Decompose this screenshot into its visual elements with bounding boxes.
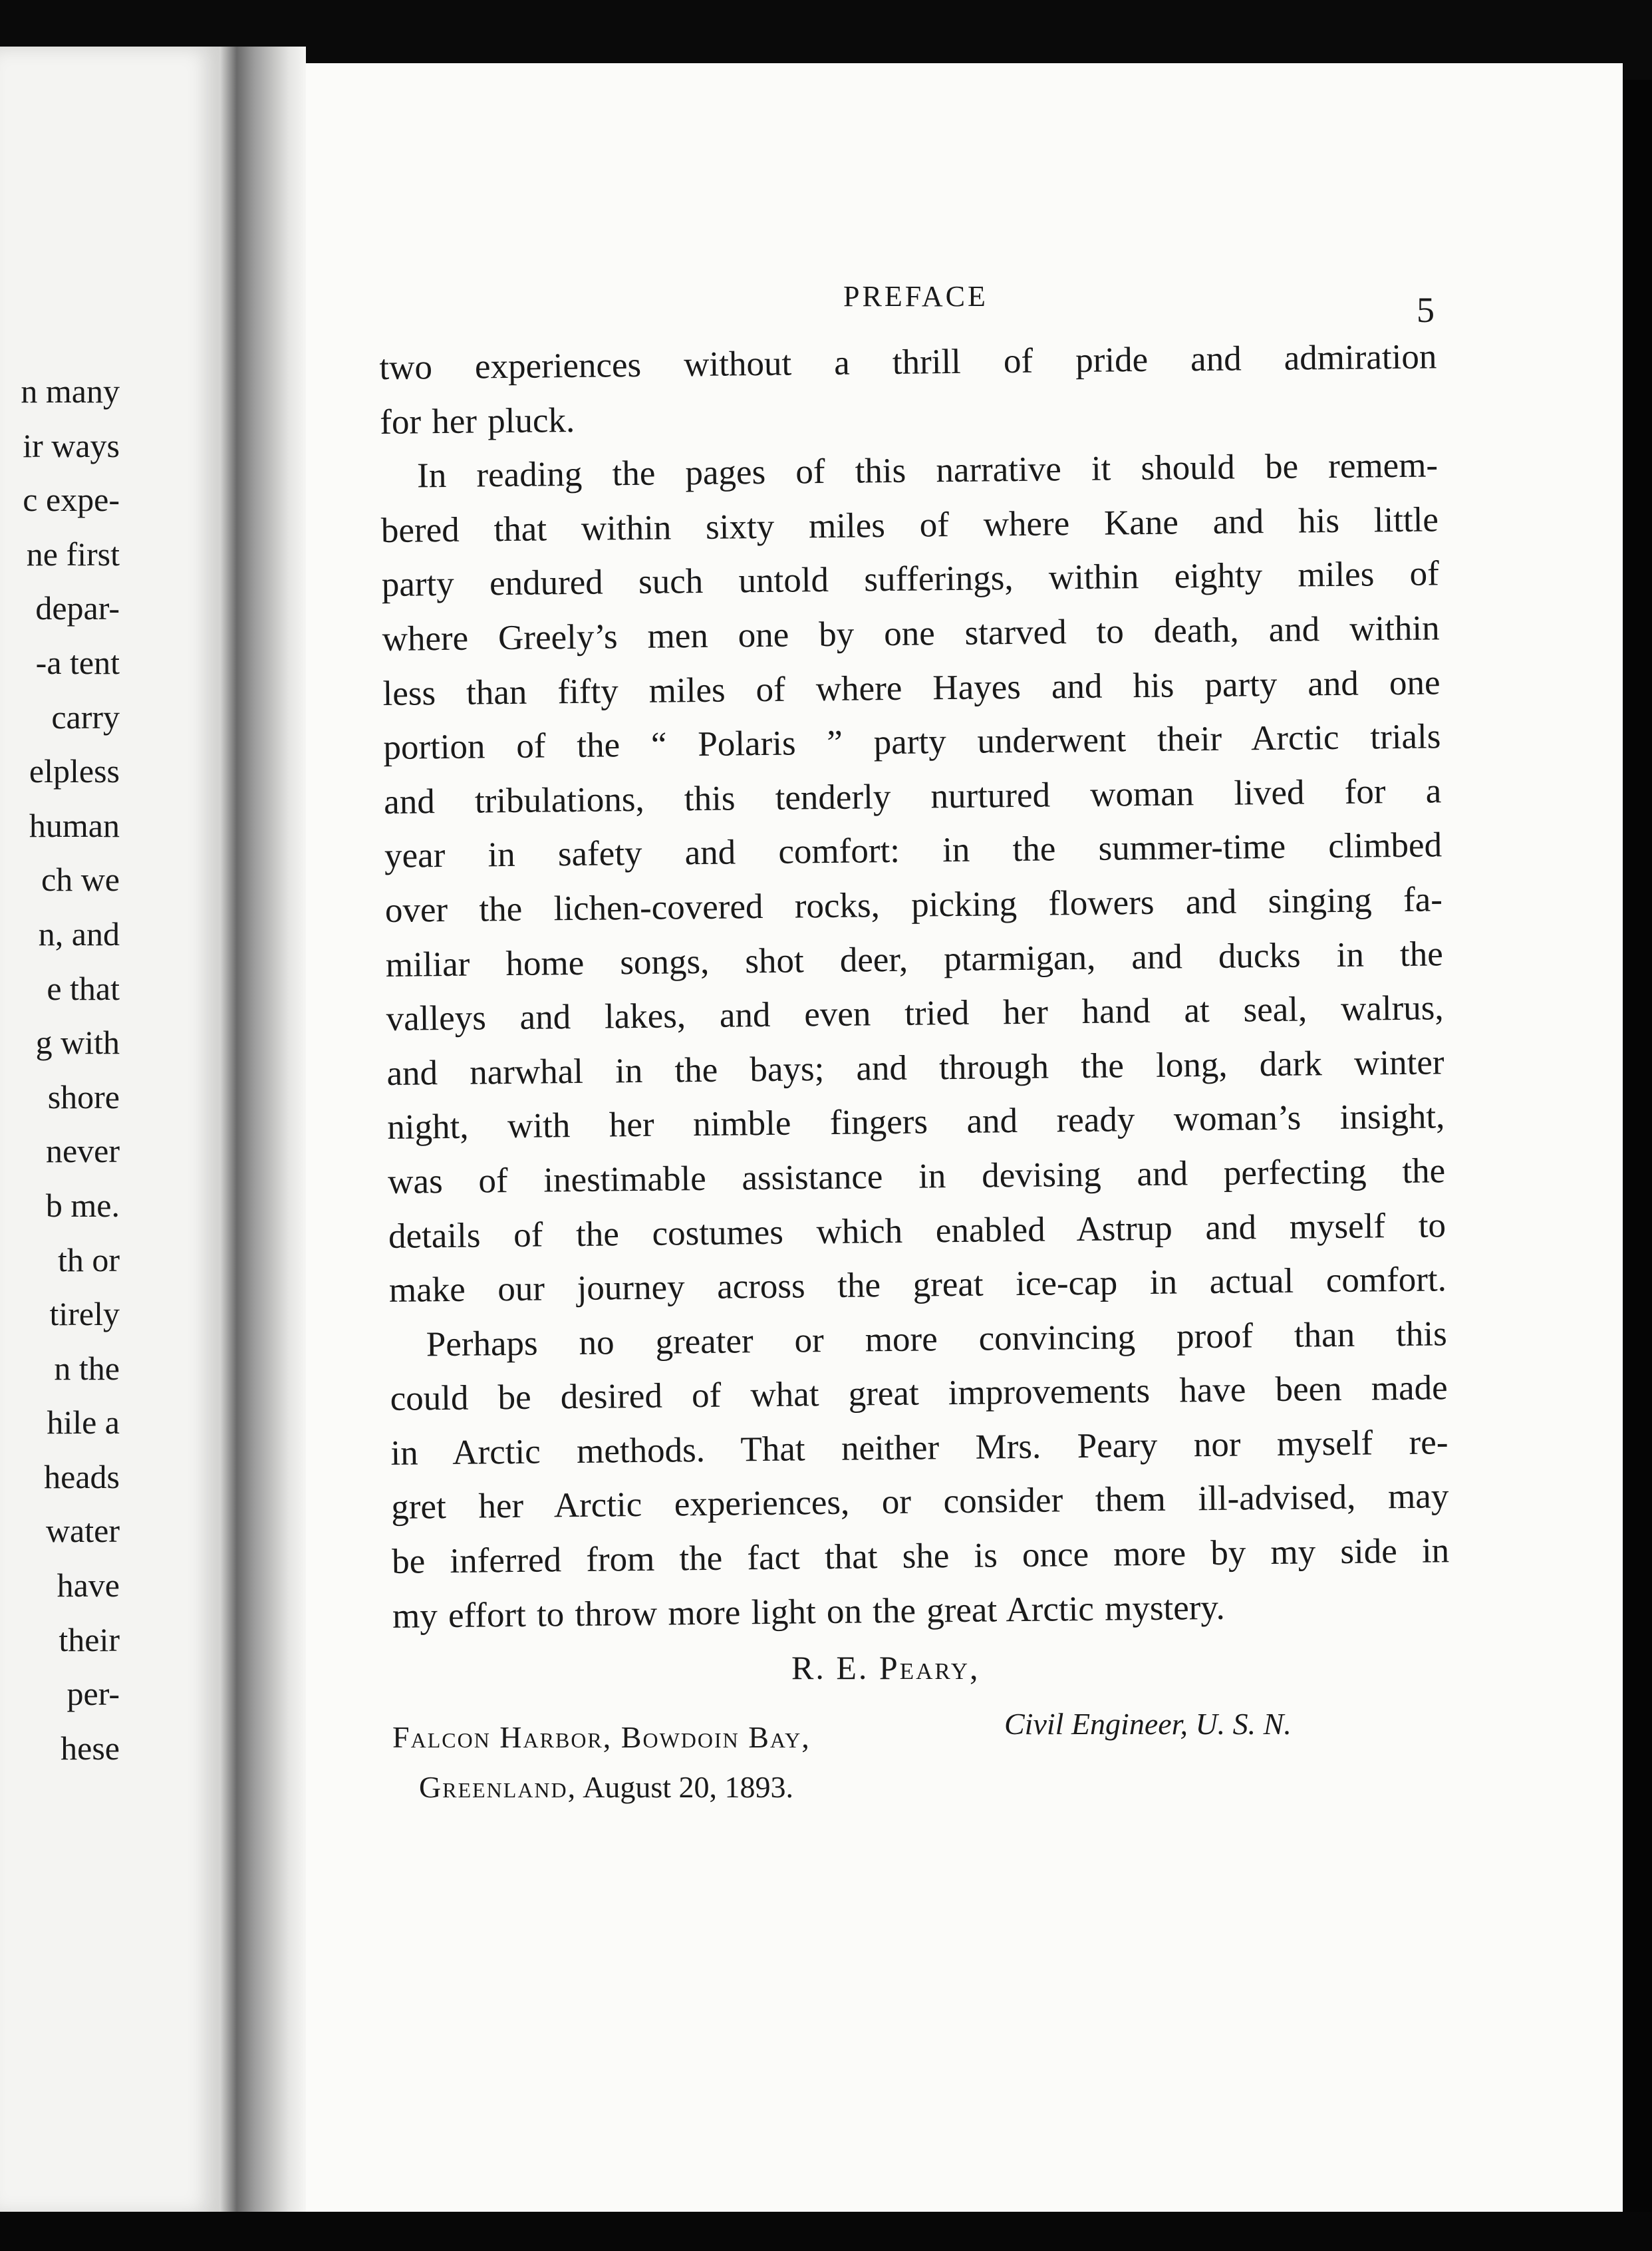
text-line: for her pluck. (379, 400, 575, 442)
text-line: portion of the “ Polaris ” party underwent their Arctic trials (383, 717, 1441, 768)
left-page-line: elpless (29, 752, 120, 790)
place-name: Greenland, (419, 1770, 577, 1804)
left-page-line: th or (57, 1241, 120, 1278)
place-line: Falcon Harbor, Bowdoin Bay, (392, 1720, 811, 1754)
left-page-line: human (29, 806, 120, 844)
text-line: be inferred from the fact that she is once more by my side in (391, 1531, 1450, 1581)
signature-name: R. E. Peary, (791, 1649, 980, 1686)
paragraph (389, 1307, 1450, 1644)
left-page-line: hile a (47, 1404, 120, 1441)
text-line: In reading the pages of this narrative it should be remem- (416, 446, 1439, 496)
text-line: less than fifty miles of where Hayes and his party and one (382, 663, 1441, 713)
text-line: my effort to throw more light on the great Arctic mystery. (392, 1588, 1225, 1636)
running-head: PREFACE (843, 280, 988, 313)
text-line: was of inestimable assistance in devising and perfecting the (387, 1151, 1446, 1201)
left-page-line: shore (47, 1078, 120, 1116)
text-line: in Arctic methods. That neither Mrs. Peary nor myself re- (390, 1423, 1448, 1473)
text-line: could be desired of what great improvements have been made (390, 1368, 1448, 1419)
left-page-line: per- (67, 1675, 120, 1713)
left-page-line: carry (51, 698, 120, 736)
text-line: and narwhal in the bays; and through the long, dark winter (386, 1043, 1445, 1093)
text-line: gret her Arctic experiences, or consider them ill-advised, may (391, 1477, 1449, 1527)
left-page-line: never (45, 1132, 120, 1170)
left-page-line: c expe- (23, 481, 120, 519)
text-line: where Greely’s men one by one starved to death, and within (382, 609, 1440, 659)
paragraph (379, 330, 1438, 450)
left-page-line: n, and (38, 915, 120, 953)
text-line: over the lichen-covered rocks, picking flowers and singing fa- (384, 880, 1443, 930)
text-line: two experiences without a thrill of pride and admiration (379, 337, 1437, 387)
text-line: valleys and lakes, and even tried her hand at seal, walrus, (386, 988, 1444, 1039)
left-page-line: water (45, 1512, 120, 1550)
page-number: 5 (1417, 290, 1435, 330)
left-page-line: n many (21, 373, 120, 410)
text-line: night, with her nimble fingers and ready woman’s insight, (387, 1097, 1445, 1147)
left-page-line: tirely (49, 1295, 120, 1333)
preface-body (379, 330, 1450, 1644)
left-page-line: g with (35, 1024, 120, 1062)
left-page-line: depar- (35, 589, 120, 627)
text-line: details of the costumes which enabled Astrup and myself to (388, 1205, 1446, 1256)
text-line: bered that within sixty miles of where Kane and his little (380, 500, 1439, 550)
text-line: and tribulations, this tenderly nurtured woman lived for a (383, 772, 1442, 822)
text-line: make our journey across the great ice-cap in actual comfort. (388, 1260, 1447, 1310)
left-page-line: n the (54, 1349, 120, 1387)
left-page-line: heads (44, 1457, 120, 1495)
left-page-line: ne first (26, 535, 120, 573)
text-line: Perhaps no greater or more convincing proof than this (426, 1314, 1448, 1364)
signature-title: Civil Engineer, U. S. N. (1004, 1707, 1292, 1741)
left-page-line: b me. (45, 1186, 120, 1224)
left-page-line: have (57, 1567, 120, 1604)
book-gutter-shadow (219, 47, 306, 2215)
left-page-line: ch we (41, 861, 120, 899)
paragraph (380, 439, 1447, 1318)
place-date-line (419, 1769, 793, 1805)
left-page-text (0, 365, 120, 1775)
left-page-line: hese (61, 1729, 120, 1767)
left-page-line: ir ways (23, 426, 120, 464)
left-page-line: -a tent (35, 643, 120, 681)
left-page-line: their (59, 1620, 120, 1658)
left-page-line: e that (47, 969, 120, 1007)
left-facing-page (0, 47, 219, 2215)
text-line: party endured such untold sufferings, within eighty miles of (381, 554, 1440, 605)
text-line: year in safety and comfort: in the summer-time climbed (384, 825, 1443, 876)
text-line: miliar home songs, shot deer, ptarmigan, and ducks in the (385, 934, 1444, 984)
scan-bottom-border (0, 2212, 1652, 2251)
date: August 20, 1893. (577, 1770, 794, 1804)
